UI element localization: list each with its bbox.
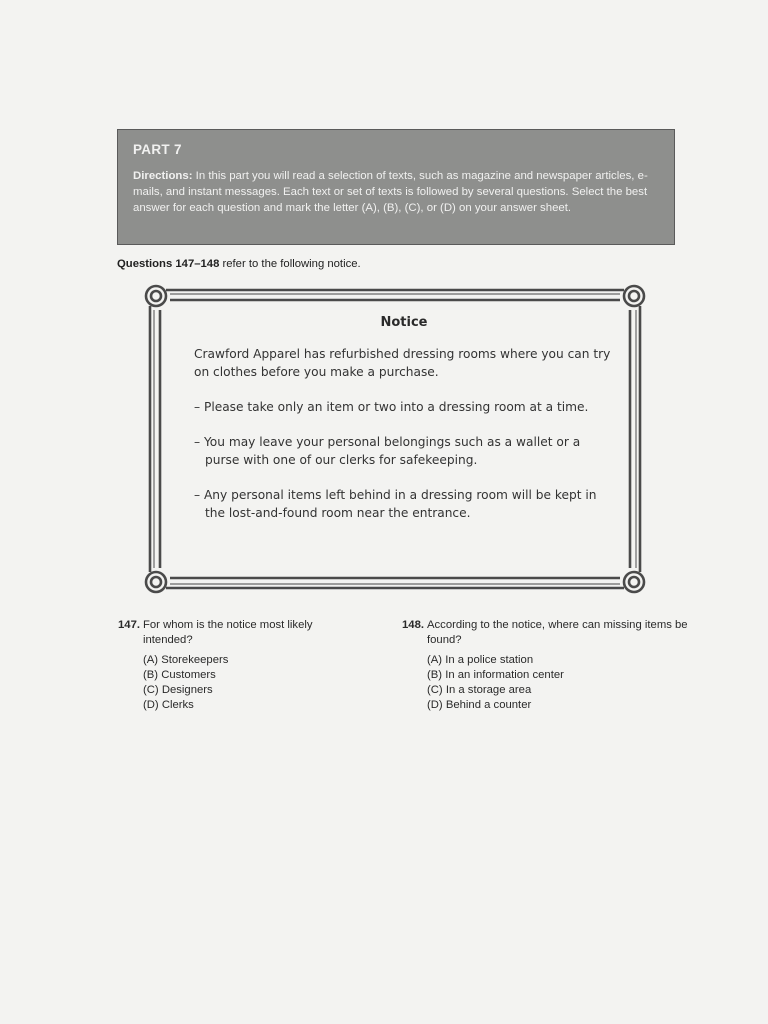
- questions-reference: [117, 258, 361, 270]
- question-147: [118, 618, 358, 713]
- answer-option: (B) In an information center: [427, 669, 564, 681]
- part-title: PART 7: [133, 142, 182, 157]
- questions-range: Questions 147–148: [117, 258, 220, 270]
- part-header: [117, 129, 675, 245]
- answer-options: [427, 653, 692, 713]
- answer-option: (A) In a police station: [427, 654, 534, 666]
- question-148: [402, 618, 692, 713]
- notice-bullet: – You may leave your personal belongings such as a wallet or a purse with one of our clerks for safekeeping.: [194, 435, 581, 467]
- directions-label: Directions:: [133, 170, 193, 182]
- directions-text: In this part you will read a selection of texts, such as magazine and newspaper articles, e-mails, and instant messages. Each text or set of texts is followed by several questions. Select the best answer for each question and mark the letter (A), (B), (C), or (D) on your answer sheet.: [133, 170, 648, 214]
- question-number: 147.: [118, 619, 140, 631]
- answer-option: (D) Behind a counter: [427, 699, 532, 711]
- notice: [194, 314, 614, 539]
- directions: [133, 168, 660, 216]
- question-number: 148.: [402, 619, 424, 631]
- notice-bullet: – Any personal items left behind in a dressing room will be kept in the lost-and-found room near the entrance.: [194, 488, 597, 520]
- answer-option: (C) In a storage area: [427, 684, 532, 696]
- answer-option: (C) Designers: [143, 684, 213, 696]
- questions-ref-text: refer to the following notice.: [219, 258, 361, 270]
- notice-title: Notice: [380, 315, 428, 330]
- answer-options: [143, 653, 358, 713]
- question-text: According to the notice, where can missing items be found?: [427, 619, 688, 646]
- question-text: For whom is the notice most likely intended?: [143, 619, 313, 646]
- answer-option: (B) Customers: [143, 669, 216, 681]
- answer-option: (A) Storekeepers: [143, 654, 229, 666]
- answer-option: (D) Clerks: [143, 699, 194, 711]
- notice-bullet: – Please take only an item or two into a dressing room at a time.: [194, 400, 589, 414]
- notice-intro: Crawford Apparel has refurbished dressing rooms where you can try on clothes before you make a purchase.: [194, 347, 611, 379]
